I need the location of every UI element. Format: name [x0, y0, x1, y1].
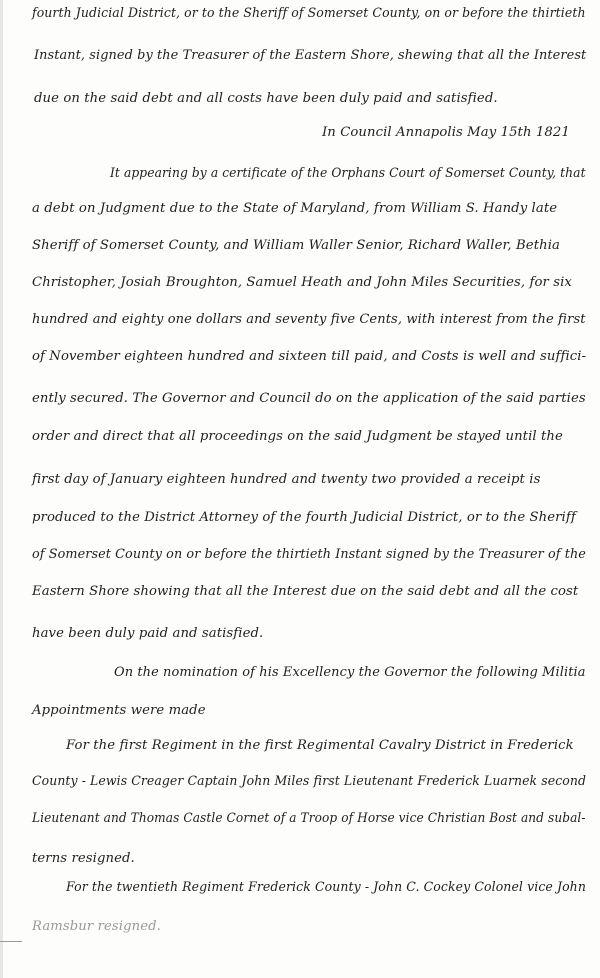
text-line: a debt on Judgment due to the State of Maryland, from William S. Handy late [32, 201, 558, 216]
text-line: order and direct that all proceedings on the said Judgment be stayed until the [32, 429, 563, 444]
text-line: Sheriff of Somerset County, and William Waller Senior, Richard Waller, Bethia [32, 238, 560, 253]
text-line: produced to the District Attorney of the fourth Judicial District, or to the Sheriff [32, 510, 576, 525]
text-line: On the nomination of his Excellency the Governor the following Militia [114, 665, 586, 680]
text-line: Appointments were made [32, 703, 206, 718]
text-line: It appearing by a certificate of the Orphans Court of Somerset County, that [110, 166, 586, 181]
entry-heading: In Council Annapolis May 15th 1821 [322, 125, 570, 140]
text-line: of November eighteen hundred and sixteen till paid, and Costs is well and suffici- [32, 349, 587, 364]
text-line: For the first Regiment in the first Regimental Cavalry District in Frederick [66, 738, 574, 753]
text-line: Ramsbur resigned. [32, 919, 161, 934]
text-line: County - Lewis Creager Captain John Miles first Lieutenant Frederick Luarnek second [32, 774, 587, 789]
text-line: fourth Judicial District, or to the Sheriff of Somerset County, on or before the thirtieth [32, 6, 586, 21]
text-line: For the twentieth Regiment Frederick County - John C. Cockey Colonel vice John [66, 880, 586, 895]
page-left-edge [0, 0, 3, 978]
page-edge-mark [0, 941, 22, 942]
text-line: have been duly paid and satisfied. [32, 626, 264, 641]
text-line: hundred and eighty one dollars and seventy five Cents, with interest from the first [32, 312, 586, 327]
text-line: due on the said debt and all costs have been duly paid and satisfied. [34, 91, 498, 106]
text-line: of Somerset County on or before the thirtieth Instant signed by the Treasurer of the [32, 547, 586, 562]
text-line: Instant, signed by the Treasurer of the Eastern Shore, shewing that all the Interest [34, 48, 587, 63]
text-line: Eastern Shore showing that all the Interest due on the said debt and all the cost [32, 584, 579, 599]
text-line: first day of January eighteen hundred and twenty two provided a receipt is [32, 472, 541, 487]
text-line: ently secured. The Governor and Council do on the application of the said parties [32, 391, 586, 406]
text-line: Christopher, Josiah Broughton, Samuel Heath and John Miles Securities, for six [32, 275, 572, 290]
text-line: terns resigned. [32, 851, 135, 866]
text-line: Lieutenant and Thomas Castle Cornet of a Troop of Horse vice Christian Bost and subal- [32, 811, 586, 826]
